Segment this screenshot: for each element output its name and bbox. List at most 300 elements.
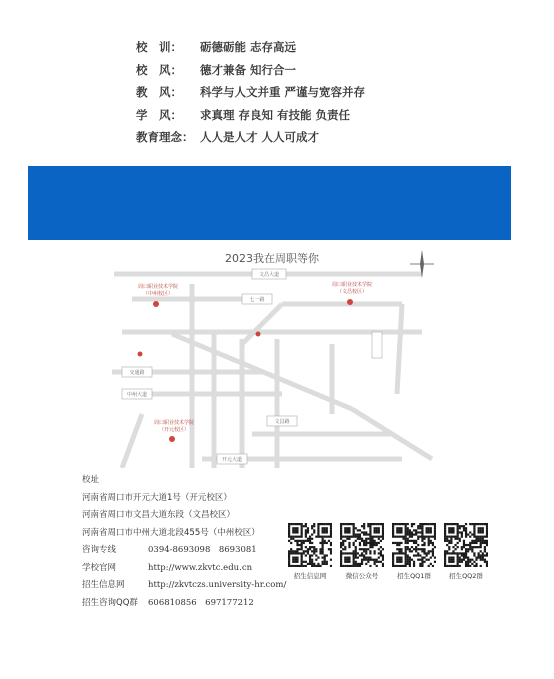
qr-module [419,548,421,550]
qr-module [350,552,352,554]
qr-module [369,533,371,535]
qr-module [430,540,432,542]
qr-module [448,557,450,559]
qr-module [301,527,303,529]
qr-module [322,550,324,552]
qr-module [423,548,425,550]
qr-module [486,544,488,546]
qr-module [454,565,456,567]
qr-module [486,563,488,565]
qr-module [305,523,307,525]
qr-module [405,527,407,529]
qr-module [365,557,367,559]
campus-label: （中州校区） [142,291,174,297]
qr-module [292,523,294,525]
qr-module [330,523,332,525]
qr-module [465,552,467,554]
qr-module [382,548,384,550]
qr-module [355,565,357,567]
qr-module [350,565,352,567]
qr-module [398,559,400,561]
qr-module [361,559,363,561]
qr-module [309,538,311,540]
qr-module [428,540,430,542]
qr-module [405,531,407,533]
qr-module [319,548,321,550]
qr-module [478,554,480,556]
qr-module [430,536,432,538]
qr-module [361,554,363,556]
qr-module [303,540,305,542]
qr-module [484,554,486,556]
qr-module [478,557,480,559]
qr-module [428,552,430,554]
qr-module [484,546,486,548]
qr-module [419,527,421,529]
qr-module [319,536,321,538]
qr-module [430,523,432,525]
road-label: 七一路 [249,297,265,303]
qr-module [330,548,332,550]
qr-module [353,552,355,554]
qr-module [459,538,461,540]
qr-module [392,552,394,554]
qr-module [288,561,290,563]
qr-module [411,540,413,542]
qr-module [309,561,311,563]
qr-module [478,540,480,542]
qr-module [301,552,303,554]
qr-module [405,565,407,567]
qr-module [409,548,411,550]
qr-module [405,529,407,531]
qr-module [340,557,342,559]
qr-module [400,536,402,538]
qr-module [290,548,292,550]
qr-module [382,536,384,538]
qr-module [319,542,321,544]
qr-module [465,531,467,533]
qr-module [473,523,475,525]
qr-module [376,531,378,533]
qr-module [482,559,484,561]
qr-module [465,548,467,550]
qr-module [473,536,475,538]
qr-module [348,527,350,529]
qr-module [475,523,477,525]
qr-module [444,554,446,556]
qr-module [448,559,450,561]
qr-module [288,536,290,538]
qr-module [348,565,350,567]
qr-module [409,536,411,538]
qr-module [340,552,342,554]
qr-module [407,561,409,563]
qr-module [294,565,296,567]
qr-module [374,540,376,542]
qr-module [413,563,415,565]
qr-module [432,550,434,552]
qr-module [346,557,348,559]
qr-module [461,561,463,563]
qr-module [301,542,303,544]
qr-module [448,527,450,529]
qr-module [353,559,355,561]
qr-module [382,554,384,556]
qr-module [473,529,475,531]
qr-module [480,557,482,559]
qr-module [326,542,328,544]
qr-module [324,523,326,525]
qr-module [363,554,365,556]
qr-module [454,536,456,538]
qr-module [330,527,332,529]
qr-module [363,525,365,527]
qr-module [301,523,303,525]
qr-module [409,565,411,567]
qr-module [407,540,409,542]
website-link[interactable]: http://www.zkvtc.edu.cn [148,562,253,573]
qr-module [480,523,482,525]
qr-module [303,525,305,527]
qr-module [380,554,382,556]
qr-module [398,531,400,533]
qr-module [392,554,394,556]
qr-module [465,561,467,563]
qr-module [288,554,290,556]
road-label: 中州大道 [126,392,148,398]
qr-module [459,527,461,529]
qr-module [396,565,398,567]
qr-module [450,559,452,561]
qr-module [450,552,452,554]
qr-module [392,557,394,559]
qr-module [288,529,290,531]
qr-module [482,557,484,559]
qr-module [344,565,346,567]
qr-module [392,561,394,563]
qr-module [365,540,367,542]
qr-module [446,540,448,542]
qr-module [469,523,471,525]
qr-module [301,554,303,556]
qr-module [296,559,298,561]
qr-module [322,536,324,538]
qr-module [326,563,328,565]
admissions-link[interactable]: http://zkvtczs.university-hr.com/ [148,580,287,590]
qr-module [446,523,448,525]
qr-module [340,529,342,531]
qr-module [486,529,488,531]
qr-module [369,523,371,525]
qr-module [288,531,290,533]
qr-module [419,536,421,538]
qr-module [434,525,436,527]
qr-module [463,529,465,531]
qr-module [374,536,376,538]
qr-module [376,565,378,567]
qr-module [473,554,475,556]
qr-module [450,538,452,540]
qr-module [322,544,324,546]
qr-module [292,559,294,561]
qr-module [407,557,409,559]
qr-module [405,561,407,563]
qr-module [369,536,371,538]
qr-module [344,527,346,529]
qr-module [311,561,313,563]
qr-module [378,529,380,531]
qr-module [471,550,473,552]
qr-module [288,552,290,554]
qr-module [294,527,296,529]
qr-module [290,552,292,554]
qr-module [405,554,407,556]
qr-module [398,557,400,559]
qr-module [413,533,415,535]
qr-module [340,550,342,552]
qr-module [434,546,436,548]
qr-module [444,531,446,533]
road-label: 开元大道 [221,457,243,463]
qr-module [382,525,384,527]
qr-module [313,548,315,550]
qr-module [365,563,367,565]
qr-module [450,565,452,567]
qr-module [359,544,361,546]
qr-module [484,550,486,552]
qr-module [421,550,423,552]
qr-module [398,544,400,546]
qr-module [411,559,413,561]
qr-module [361,563,363,565]
qr-module [317,531,319,533]
qr-module [342,544,344,546]
qr-module [465,554,467,556]
qr-module [461,531,463,533]
qr-module [363,531,365,533]
qr-module [324,563,326,565]
qr-module [402,565,404,567]
qr-module [305,531,307,533]
qr-module [324,542,326,544]
qr-module [288,557,290,559]
qr-module [469,548,471,550]
qr-module [407,533,409,535]
qr-module [357,552,359,554]
qr-module [371,544,373,546]
qr-module [421,563,423,565]
qr-module [426,527,428,529]
qr-module [296,561,298,563]
qr-module [454,548,456,550]
contact-row-qq: 招生咨询QQ群 606810856 697177212 [82,597,254,608]
qr-module [444,525,446,527]
qr-module [330,542,332,544]
qr-module [457,563,459,565]
qr-module [346,527,348,529]
qr-module [340,525,342,527]
qr-module [357,565,359,567]
qr-module [405,557,407,559]
qr-module [292,531,294,533]
qr-module [448,542,450,544]
qr-module [426,523,428,525]
qr-module [344,548,346,550]
qr-module [396,559,398,561]
qr-module [407,531,409,533]
qr-module [484,548,486,550]
qr-module [309,559,311,561]
qr-module [448,523,450,525]
qr-module [405,542,407,544]
qr-module [428,550,430,552]
qr-module [298,523,300,525]
qr-module [478,546,480,548]
motto-study-style: 学 风： 求真理 存良知 有技能 负责任 [136,107,351,122]
qr-module [317,557,319,559]
qr-module [452,529,454,531]
qr-module [344,523,346,525]
qr-module [353,523,355,525]
qr-module [469,531,471,533]
qr-module [428,542,430,544]
qr-module [365,531,367,533]
qr-module [309,536,311,538]
qr-module [376,527,378,529]
qr-module [434,557,436,559]
qr-module [450,531,452,533]
qr-module [296,531,298,533]
qr-module [463,552,465,554]
qr-module [415,554,417,556]
qr-module [367,561,369,563]
motto-education-philosophy: 教育理念： 人人是人才 人人可成才 [136,130,320,144]
qr-module [296,550,298,552]
qr-module [454,523,456,525]
qr-module [452,536,454,538]
qr-module [346,523,348,525]
qr-module [371,559,373,561]
qr-module [457,559,459,561]
qr-module [475,536,477,538]
qr-module [369,546,371,548]
qr-module [382,557,384,559]
qr-module [446,544,448,546]
qr-module [369,531,371,533]
qr-module [461,548,463,550]
qr-module [344,552,346,554]
qr-module [444,563,446,565]
campus-label: 周口职业技术学院 [153,420,195,426]
qr-module [313,550,315,552]
qr-module [303,552,305,554]
qr-module [459,561,461,563]
qr-module [465,523,467,525]
qr-module [421,559,423,561]
qr-module [292,561,294,563]
qr-module [324,531,326,533]
qr-module [405,563,407,565]
qr-module [392,527,394,529]
qr-module [448,552,450,554]
qr-module [398,536,400,538]
qr-module [330,533,332,535]
qr-module [317,533,319,535]
qr-module [359,563,361,565]
qr-module [421,531,423,533]
qr-module [348,529,350,531]
qr-module [369,527,371,529]
qr-module [292,529,294,531]
qr-module [417,525,419,527]
qr-module [454,544,456,546]
qr-module [405,548,407,550]
qr-module [350,523,352,525]
qr-module [467,563,469,565]
qr-module [348,561,350,563]
qr-module [396,529,398,531]
qr-module [478,527,480,529]
qr-module [378,523,380,525]
qr-module [376,561,378,563]
qr-module [363,523,365,525]
qr-module [423,538,425,540]
qr-module [444,533,446,535]
qr-module [407,554,409,556]
qr-module [292,557,294,559]
qr-module [482,552,484,554]
qr-module [307,529,309,531]
qr-module [467,548,469,550]
qr-module [365,538,367,540]
qr-module [376,529,378,531]
qr-module [409,540,411,542]
qr-module [303,561,305,563]
qr-module [371,538,373,540]
qr-module [359,529,361,531]
qr-module [374,550,376,552]
qr-module [313,546,315,548]
qr-code-icon [340,523,384,567]
qr-module [371,542,373,544]
qr-module [353,557,355,559]
qr-module [484,523,486,525]
qr-module [484,540,486,542]
qr-module [457,557,459,559]
qr-module [430,563,432,565]
qr-module [450,523,452,525]
qr-module [463,525,465,527]
qr-module [417,548,419,550]
qr-module [396,536,398,538]
qr-module [432,548,434,550]
qr-module [480,544,482,546]
qr-module [344,561,346,563]
qr-module [340,542,342,544]
qr-module [407,546,409,548]
qr-module [340,538,342,540]
qr-module [428,536,430,538]
qr-module [407,527,409,529]
qr-module [482,527,484,529]
qr-module [434,538,436,540]
contact-row-admissions-site: 招生信息网 http://zkvtczs.university-hr.com/ [82,580,287,590]
qr-module [457,565,459,567]
qr-module [346,529,348,531]
qr-module [378,561,380,563]
qr-module [301,531,303,533]
